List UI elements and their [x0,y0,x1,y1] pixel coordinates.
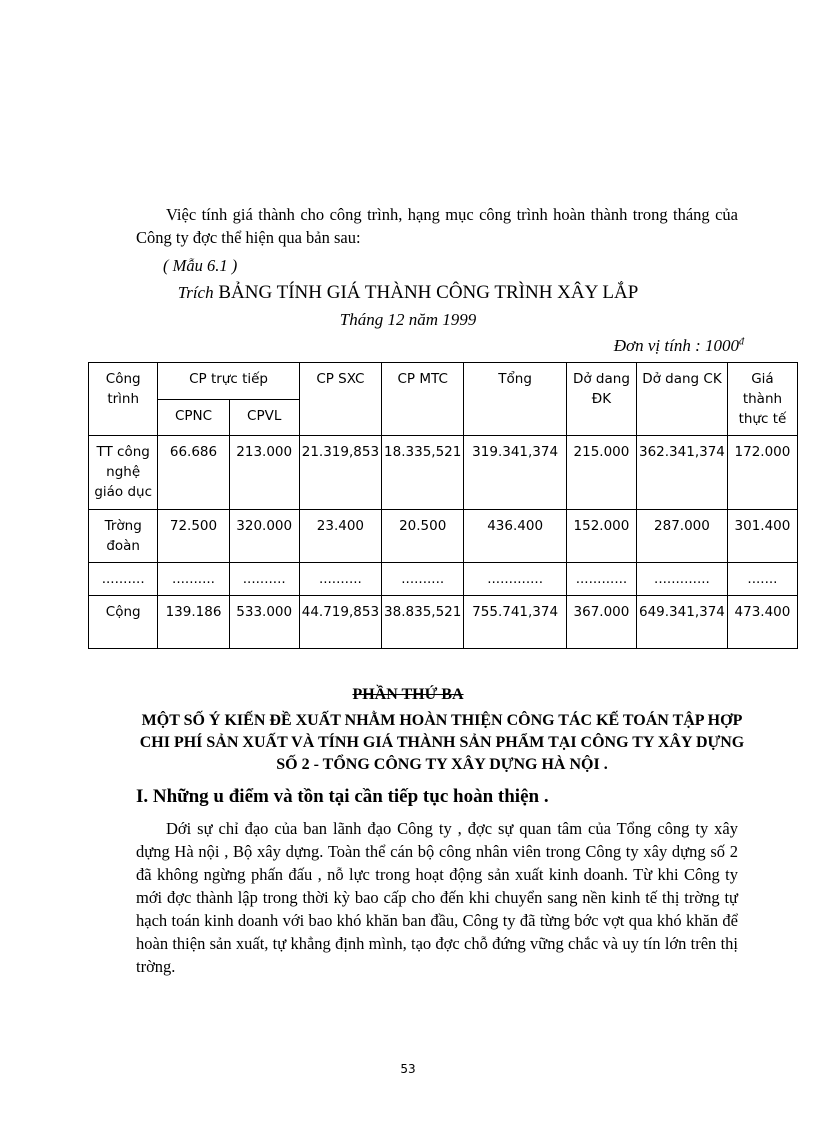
cost-table [88,362,798,649]
cell-sxc: 23.400 [299,510,381,563]
cell-ck: 649.341,374 [637,596,728,649]
cell-ck: 287.000 [637,510,728,563]
cell-tong: 755.741,374 [464,596,567,649]
cell-dk: 152.000 [566,510,636,563]
header-cp-sxc: CP SXC [299,363,381,436]
header-gia-thanh: Giá thành thực tế [727,363,797,436]
cell-dk: ............ [566,563,636,596]
unit-text: Đơn vị tính : 1000 [613,336,739,355]
header-cp-mtc: CP MTC [382,363,464,436]
cell-mtc: .......... [382,563,464,596]
cell-dk: 215.000 [566,436,636,510]
cell-ck: 362.341,374 [637,436,728,510]
cell-mtc: 38.835,521 [382,596,464,649]
cell-cpvl: 213.000 [229,436,299,510]
cell-cpnc: 72.500 [158,510,229,563]
header-cpvl: CPVL [229,399,299,436]
main-heading: MỘT SỐ Ý KIẾN ĐỀ XUẤT NHẰM HOÀN THIỆN CÔNG TÁC KẾ TOÁN TẬP HỢP CHI PHÍ SẢN XUẤT VÀ TÍNH GIÁ THÀNH SẢN PHẨM TẠI CÔNG TY XÂY DỰNG SỐ 2 - TỔNG CÔNG TY XÂY DỰNG HÀ NỘI . [139,712,745,773]
unit-label [614,336,744,356]
cell-ck: ............. [637,563,728,596]
header-cp-truc-tiep: CP trực tiếp [158,363,299,400]
cell-name: .......... [89,563,158,596]
cell-name: Cộng [89,596,158,649]
cell-mtc: 20.500 [382,510,464,563]
table-title [0,282,816,304]
cell-dk: 367.000 [566,596,636,649]
header-do-dang-ck: Dở dang CK [637,363,728,436]
cell-tong: 436.400 [464,510,567,563]
header-cong-trinh: Công trình [89,363,158,436]
section-heading: I. Những u điểm và tồn tại cần tiếp tục hoàn thiện . [136,786,549,807]
cell-cpnc: 66.686 [158,436,229,510]
cell-name: Trờng đoàn [89,510,158,563]
header-do-dang-dk: Dở dang ĐK [566,363,636,436]
table-subtitle: Tháng 12 năm 1999 [339,310,477,329]
cell-tong: 319.341,374 [464,436,567,510]
header-tong: Tổng [464,363,567,436]
unit-sup: đ [739,336,744,348]
cell-cpvl: 533.000 [229,596,299,649]
header-row-1 [89,363,798,400]
body-paragraph: Dới sự chỉ đạo của ban lãnh đạo Công ty , đợc sự quan tâm của Tổng công ty xây dựng Hà nội , Bộ xây dựng. Toàn thể cán bộ công nhân viên trong Công ty xây dựng số 2 đã không ngừng phấn đấu , nỗ lực trong hoạt động sản xuất kinh doanh. Từ khi Công ty mới đợc thành lập trong thời kỳ bao cấp cho đến khi chuyển sang nền kinh tế thị trờng tự hạch toán kinh doanh với bao khó khăn ban đầu, Công ty đã từng bớc vợt qua khó khăn để hoàn thiện sản xuất, tự khẳng định mình, tạo đợc chỗ đứng vững chắc và uy tín lớn trên thị trờng. [136,819,738,976]
part-label: PHẦN THỨ BA [352,686,464,703]
table-row-total [89,596,798,649]
table-title-text: BẢNG TÍNH GIÁ THÀNH CÔNG TRÌNH XÂY LẮP [218,282,639,303]
cell-gia: 172.000 [727,436,797,510]
cell-gia: 473.400 [727,596,797,649]
table-title-prefix: Trích [177,283,214,302]
table-row [89,436,798,510]
cell-mtc: 18.335,521 [382,436,464,510]
cell-tong: ............. [464,563,567,596]
cell-sxc: 21.319,853 [299,436,381,510]
cell-cpnc: 139.186 [158,596,229,649]
cell-sxc: 44.719,853 [299,596,381,649]
cell-cpnc: .......... [158,563,229,596]
page-number: 53 [400,1062,416,1076]
table-row [89,510,798,563]
header-cpnc: CPNC [158,399,229,436]
sample-label: ( Mẫu 6.1 ) [163,256,238,275]
table-row [89,563,798,596]
cell-gia: 301.400 [727,510,797,563]
cell-cpvl: .......... [229,563,299,596]
intro-paragraph: Việc tính giá thành cho công trình, hạng mục công trình hoàn thành trong tháng của Công ty đợc thể hiện qua bản sau: [136,205,738,247]
cell-sxc: .......... [299,563,381,596]
cell-name: TT công nghệ giáo dục [89,436,158,510]
cell-cpvl: 320.000 [229,510,299,563]
cell-gia: ....... [727,563,797,596]
